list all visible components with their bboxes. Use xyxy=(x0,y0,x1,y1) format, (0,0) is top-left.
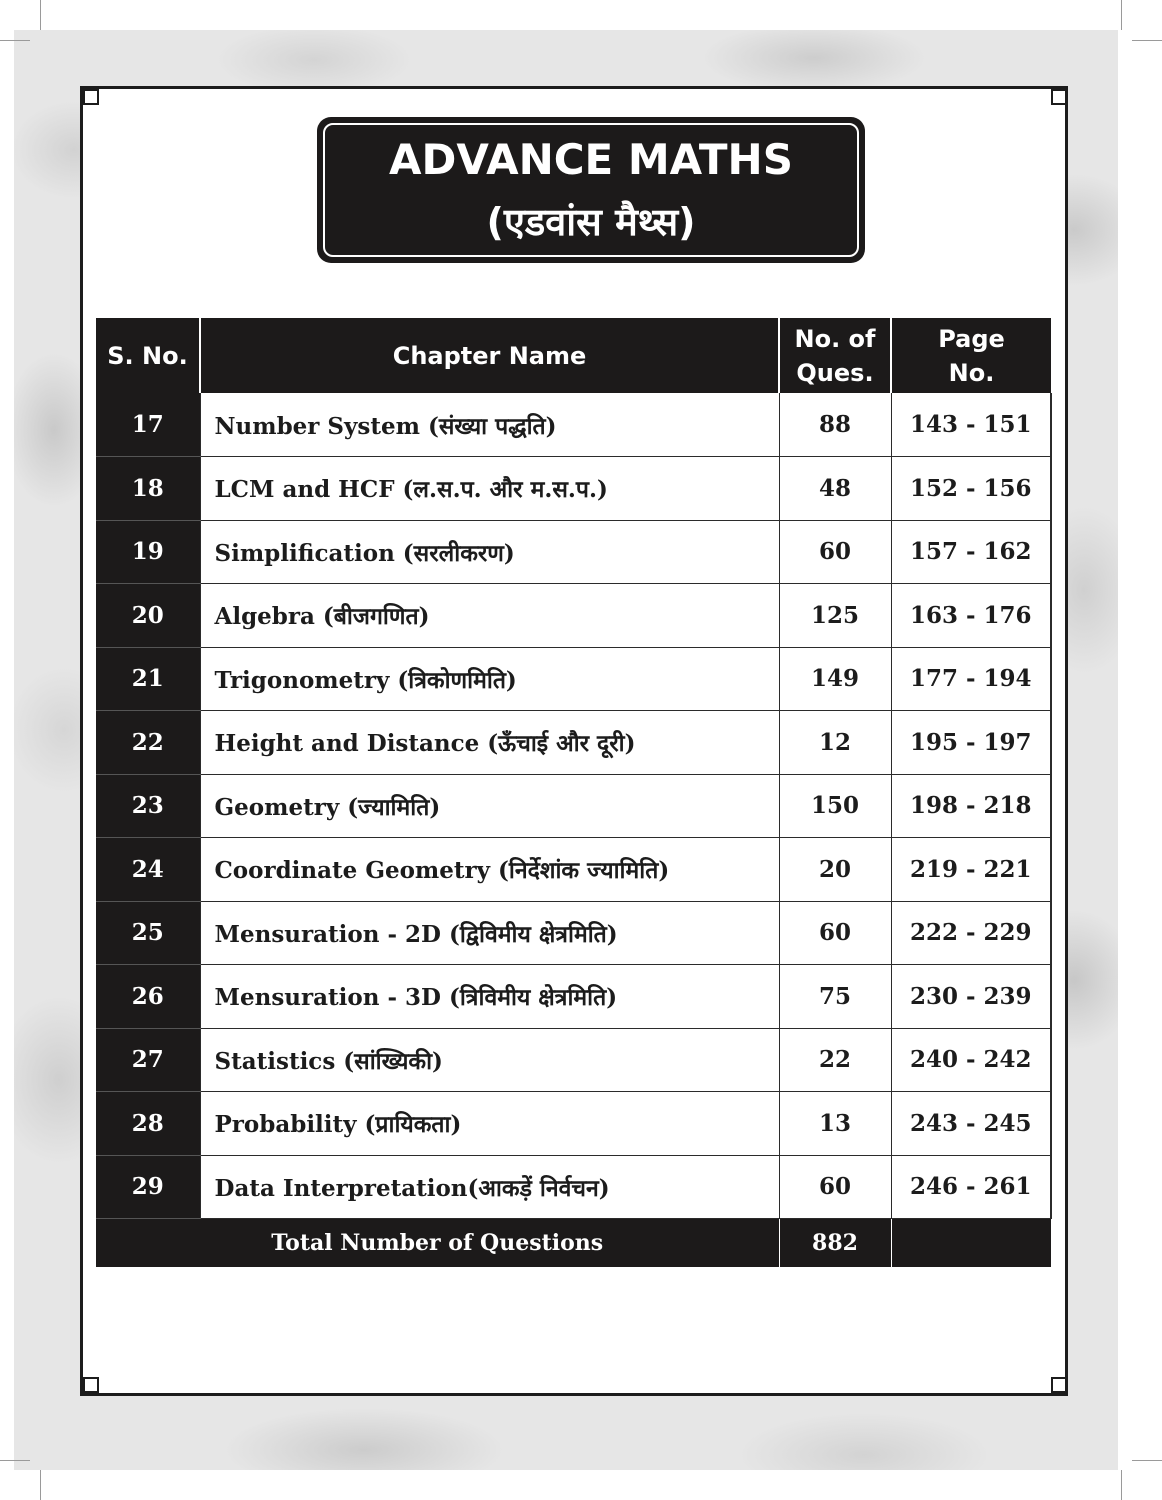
row-page-range: 230 - 239 xyxy=(891,965,1051,1029)
table-row xyxy=(96,965,1051,1029)
frame-corner-ornament xyxy=(83,89,99,105)
row-question-count: 60 xyxy=(779,520,891,584)
frame-corner-ornament xyxy=(83,1377,99,1393)
row-sno: 25 xyxy=(96,901,200,965)
table-row xyxy=(96,838,1051,902)
title-hindi: (एडवांस मैथ्स) xyxy=(486,200,696,244)
table-row xyxy=(96,520,1051,584)
row-sno: 17 xyxy=(96,393,200,457)
row-chapter-name: LCM and HCF (ल.स.प. और म.स.प.) xyxy=(200,457,779,521)
chapter-table xyxy=(96,318,1052,1267)
table-row xyxy=(96,901,1051,965)
row-page-range: 198 - 218 xyxy=(891,774,1051,838)
frame-corner-ornament xyxy=(1051,1377,1067,1393)
title-banner xyxy=(317,117,865,263)
crop-mark xyxy=(1121,1470,1122,1500)
table-header-row xyxy=(96,318,1051,393)
row-sno: 29 xyxy=(96,1155,200,1219)
row-question-count: 149 xyxy=(779,647,891,711)
row-sno: 19 xyxy=(96,520,200,584)
row-chapter-name: Trigonometry (त्रिकोणमिति) xyxy=(200,647,779,711)
row-page-range: 152 - 156 xyxy=(891,457,1051,521)
row-page-range: 157 - 162 xyxy=(891,520,1051,584)
crop-mark xyxy=(40,1470,41,1500)
frame-corner-ornament xyxy=(1051,89,1067,105)
row-chapter-name: Data Interpretation(आकड़ें निर्वचन) xyxy=(200,1155,779,1219)
row-chapter-name: Mensuration - 2D (द्विविमीय क्षेत्रमिति) xyxy=(200,901,779,965)
row-page-range: 163 - 176 xyxy=(891,584,1051,648)
row-sno: 20 xyxy=(96,584,200,648)
title-english: ADVANCE MATHS xyxy=(389,135,793,184)
table-row xyxy=(96,1155,1051,1219)
table-row xyxy=(96,711,1051,775)
row-sno: 24 xyxy=(96,838,200,902)
table-row xyxy=(96,584,1051,648)
crop-mark xyxy=(1121,0,1122,30)
total-page-empty xyxy=(891,1219,1051,1267)
row-question-count: 125 xyxy=(779,584,891,648)
row-page-range: 246 - 261 xyxy=(891,1155,1051,1219)
crop-mark xyxy=(1132,40,1162,41)
row-page-range: 243 - 245 xyxy=(891,1092,1051,1156)
row-page-range: 143 - 151 xyxy=(891,393,1051,457)
row-question-count: 60 xyxy=(779,1155,891,1219)
row-question-count: 150 xyxy=(779,774,891,838)
table-row xyxy=(96,647,1051,711)
crop-mark xyxy=(1132,1460,1162,1461)
row-chapter-name: Coordinate Geometry (निर्देशांक ज्यामिति) xyxy=(200,838,779,902)
row-sno: 27 xyxy=(96,1028,200,1092)
table-row xyxy=(96,393,1051,457)
crop-mark xyxy=(40,0,41,30)
row-question-count: 48 xyxy=(779,457,891,521)
table-row xyxy=(96,774,1051,838)
row-question-count: 20 xyxy=(779,838,891,902)
row-question-count: 22 xyxy=(779,1028,891,1092)
table-row xyxy=(96,1028,1051,1092)
row-chapter-name: Mensuration - 3D (त्रिविमीय क्षेत्रमिति) xyxy=(200,965,779,1029)
row-chapter-name: Algebra (बीजगणित) xyxy=(200,584,779,648)
row-page-range: 240 - 242 xyxy=(891,1028,1051,1092)
row-page-range: 219 - 221 xyxy=(891,838,1051,902)
row-question-count: 13 xyxy=(779,1092,891,1156)
total-question-count: 882 xyxy=(779,1219,891,1267)
header-questions: No. of Ques. xyxy=(779,318,891,393)
row-question-count: 75 xyxy=(779,965,891,1029)
row-sno: 28 xyxy=(96,1092,200,1156)
row-chapter-name: Statistics (सांख्यिकी) xyxy=(200,1028,779,1092)
table-row xyxy=(96,457,1051,521)
row-chapter-name: Number System (संख्या पद्धति) xyxy=(200,393,779,457)
row-sno: 23 xyxy=(96,774,200,838)
crop-mark xyxy=(0,40,30,41)
row-question-count: 60 xyxy=(779,901,891,965)
header-sno: S. No. xyxy=(96,318,200,393)
row-sno: 18 xyxy=(96,457,200,521)
table-row xyxy=(96,1092,1051,1156)
crop-mark xyxy=(0,1460,30,1461)
row-sno: 21 xyxy=(96,647,200,711)
row-page-range: 195 - 197 xyxy=(891,711,1051,775)
header-chapter-name: Chapter Name xyxy=(200,318,779,393)
row-page-range: 177 - 194 xyxy=(891,647,1051,711)
row-question-count: 88 xyxy=(779,393,891,457)
row-chapter-name: Height and Distance (ऊँचाई और दूरी) xyxy=(200,711,779,775)
row-sno: 22 xyxy=(96,711,200,775)
header-page-no: Page No. xyxy=(891,318,1051,393)
row-chapter-name: Probability (प्रायिकता) xyxy=(200,1092,779,1156)
row-question-count: 12 xyxy=(779,711,891,775)
row-sno: 26 xyxy=(96,965,200,1029)
total-label: Total Number of Questions xyxy=(96,1219,779,1267)
row-page-range: 222 - 229 xyxy=(891,901,1051,965)
table-total-row xyxy=(96,1219,1051,1267)
row-chapter-name: Geometry (ज्यामिति) xyxy=(200,774,779,838)
row-chapter-name: Simplification (सरलीकरण) xyxy=(200,520,779,584)
